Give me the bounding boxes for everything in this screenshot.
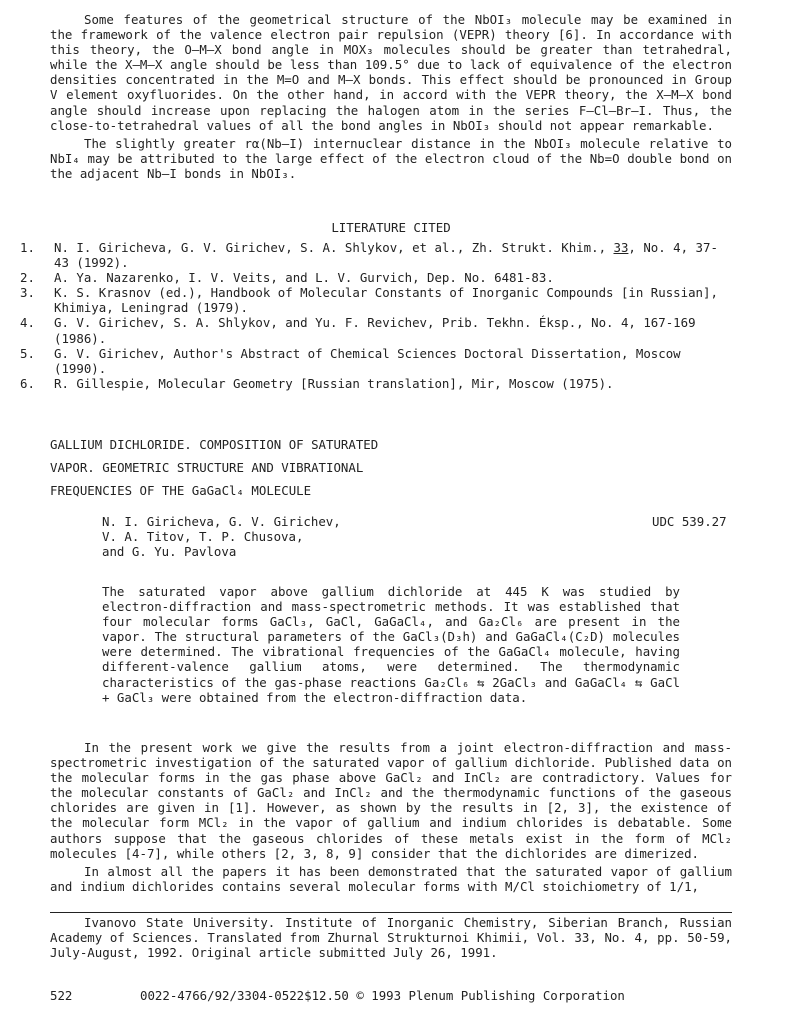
body-paragraph: Some features of the geometrical structure of the NbOI₃ molecule may be examined in the framework of the valence electron pair repulsion (VEPR) theory [6]. In accordance with this theory, the O—M—X bond angle in MOX₃ molecules should be greater than tetrahedral, while the X—M—X angle should be less than 109.5° due to lack of equivalence of the electron densities concentrated in the M=O and M—X bonds. This effect should be pronounced in Group V element oxyfluorides. On the other hand, in accord with the VEPR theory, the X—M—X bond angle should increase upon replacing the halogen atom in the series F—Cl—Br—I. Thus, the close-to-tetrahedral values of all the bond angles in NbOI₃ should not appear remarkable. — [50, 12, 732, 133]
body-paragraph: In the present work we give the results from a joint electron-diffraction and mass-spectrometric investigation of the saturated vapor of gallium dichloride. Published data on the molecular forms in the gas phase above GaCl₂ and InCl₂ are contradictory. Values for the molecular constants of GaCl₂ and InCl₂ and the thermodynamic functions of the gaseous chlorides are given in [1]. However, as shown by the results in [2, 3], the existence of the molecular form MCl₂ in the vapor of gallium and indium chlorides is debatable. Some authors suppose that the gaseous chlorides of these metals exist in the form of MCl₂ molecules [4-7], while others [2, 3, 8, 9] consider that the dichlorides are dimerized. — [50, 740, 732, 861]
article-body — [50, 740, 732, 894]
reference-item — [20, 240, 732, 270]
title-line: GALLIUM DICHLORIDE. COMPOSITION OF SATURATED — [50, 437, 379, 452]
title-line: VAPOR. GEOMETRIC STRUCTURE AND VIBRATIONAL — [50, 460, 364, 475]
reference-item — [20, 270, 732, 285]
reference-number: 3. — [20, 285, 35, 301]
article-title — [50, 437, 610, 506]
reference-text: G. V. Girichev, S. A. Shlykov, and Yu. F. Revichev, Prib. Tekhn. Éksp., No. 4, 167-169 (1986). — [54, 315, 696, 346]
abstract: The saturated vapor above gallium dichloride at 445 K was studied by electron-diffraction and mass-spectrometric methods. It was established that four molecular forms GaCl₃, GaCl, GaGaCl₄, and Ga₂Cl₆ are present in the vapor. The structural parameters of the GaCl₃(D₃h) and GaGaCl₄(C₂D) molecules were determined. The vibrational frequencies of the GaGaCl₄ molecule, having different-valence gallium atoms, were determined. The thermodynamic characteristics of the gas-phase reactions Ga₂Cl₆ ⇆ 2GaCl₃ and GaGaCl₄ ⇆ GaCl + GaCl₃ were obtained from the electron-diffraction data. — [102, 584, 680, 705]
author-line: V. A. Titov, T. P. Chusova, — [102, 529, 304, 545]
reference-number: 1. — [20, 240, 35, 255]
reference-item — [20, 315, 732, 345]
title-line: FREQUENCIES OF THE GaGaCl₄ MOLECULE — [50, 483, 312, 498]
literature-heading: LITERATURE CITED — [331, 220, 451, 235]
reference-text: G. V. Girichev, Author's Abstract of Chemical Sciences Doctoral Dissertation, Moscow (1990). — [54, 345, 681, 376]
reference-number: 6. — [20, 375, 35, 391]
body-paragraph: The slightly greater rα(Nb—I) internuclear distance in the NbOI₃ molecule relative to NbI₄ may be attributed to the large effect of the electron cloud of the Nb=O double bond on the adjacent Nb—I bonds in NbOI₃. — [50, 135, 732, 181]
page-number: 522 — [50, 988, 73, 1003]
footnote: Ivanovo State University. Institute of Inorganic Chemistry, Siberian Branch, Russian Academy of Sciences. Translated from Zhurnal Strukturnoi Khimii, Vol. 33, No. 4, pp. 50-59, July-August, 1992. Original article submitted July 26, 1991. — [50, 915, 732, 961]
reference-text: N. I. Giricheva, G. V. Girichev, S. A. Shlykov, et al., Zh. Strukt. Khim., — [54, 240, 614, 255]
author-list — [102, 514, 522, 559]
reference-text: R. Gillespie, Molecular Geometry [Russian translation], Mir, Moscow (1975). — [54, 375, 614, 391]
reference-item — [20, 285, 732, 315]
reference-number: 2. — [20, 270, 35, 286]
reference-item — [20, 376, 732, 391]
reference-number: 5. — [20, 345, 35, 361]
reference-volume: 33 — [613, 240, 629, 255]
author-line: and G. Yu. Pavlova — [102, 544, 237, 560]
previous-article-body — [50, 12, 732, 181]
udc-code: UDC 539.27 — [652, 514, 727, 529]
body-paragraph: In almost all the papers it has been demonstrated that the saturated vapor of gallium and indium dichlorides contains several molecular forms with M/Cl stoichiometry of 1/1, — [50, 863, 732, 894]
reference-text: A. Ya. Nazarenko, I. V. Veits, and L. V. Gurvich, Dep. No. 6481-83. — [54, 270, 554, 286]
copyright-line: 0022-4766/92/3304-0522$12.50 © 1993 Plenum Publishing Corporation — [140, 988, 625, 1003]
footnote-divider — [50, 912, 732, 913]
reference-item — [20, 346, 732, 376]
author-line: N. I. Giricheva, G. V. Girichev, — [102, 514, 341, 529]
reference-number: 4. — [20, 315, 35, 331]
reference-text: , No. 4, 37-43 (1992). — [54, 240, 718, 271]
reference-list — [20, 240, 732, 391]
reference-text: K. S. Krasnov (ed.), Handbook of Molecular Constants of Inorganic Compounds [in Russian], Khimiya, Leningrad (1979). — [54, 285, 718, 316]
